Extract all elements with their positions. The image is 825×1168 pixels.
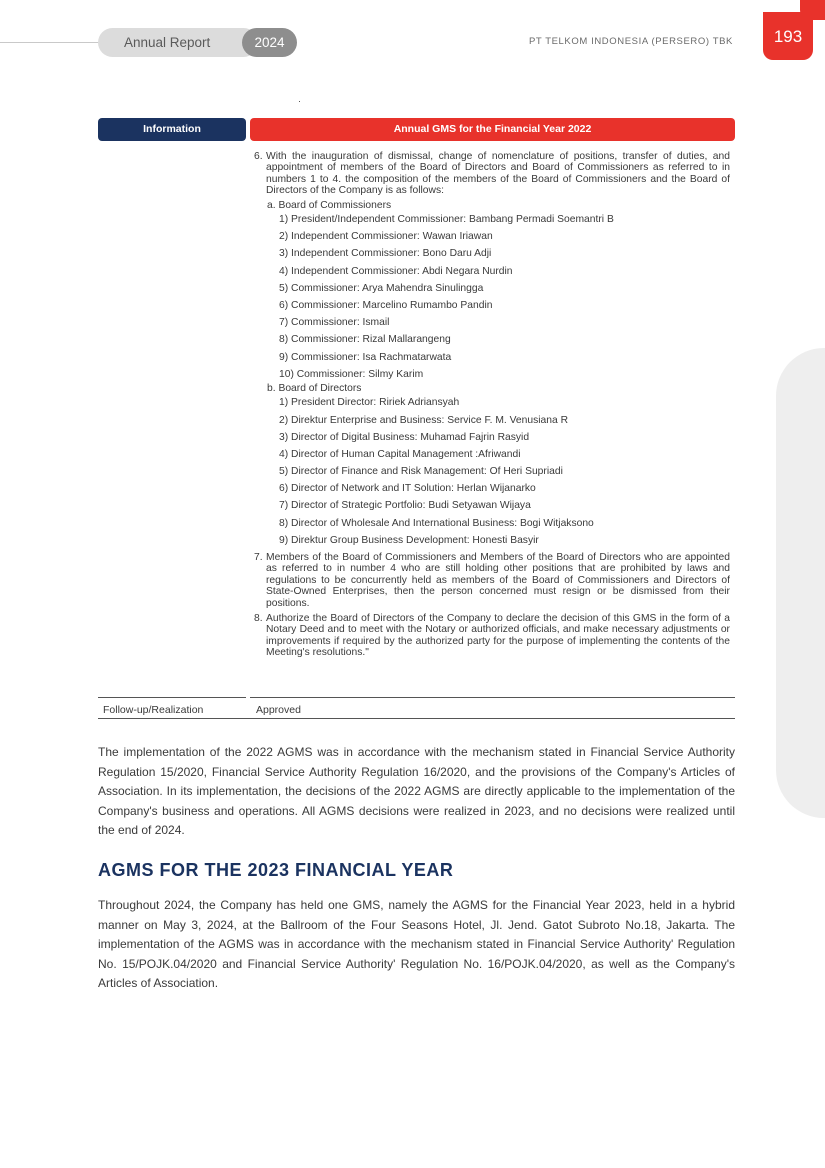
item-text: With the inauguration of dismissal, change of nomenclature of positions, transfer of duties, and appointment of members of the Board of Directors and Board of Commissioners as referred to in numbers 1 to 4. the composition of the members of the Board of Commissioners and the Board of Directors of the Company is as follows:	[266, 151, 730, 197]
table-bottom-rule	[98, 718, 735, 719]
company-name: PT TELKOM INDONESIA (PERSERO) TBK	[528, 36, 733, 47]
list-item: 5) Commissioner: Arya Mahendra Sinulingga	[279, 282, 484, 294]
list-item: 10) Commissioner: Silmy Karim	[279, 368, 424, 380]
list-item: 3) Independent Commissioner: Bono Daru Adji	[279, 248, 492, 260]
list-item: 7) Director of Strategic Portfolio: Budi Setyawan Wijaya	[279, 500, 531, 512]
page-number: 193	[763, 12, 813, 60]
item-number: 7.	[254, 552, 263, 563]
list-item: 6) Director of Network and IT Solution: Herlan Wijanarko	[279, 483, 536, 495]
list-item: 9) Direktur Group Business Development: Honesti Basyir	[279, 534, 539, 546]
table-divider	[98, 697, 246, 698]
header-rule	[0, 42, 110, 43]
directors-heading: b. Board of Directors	[267, 382, 362, 394]
item-text: Members of the Board of Commissioners and Members of the Board of Directors who are appointed as referred to in number 4 who are still holding other positions that are prohibited by laws and regulations to be concurrently held as members of the Board of Commissioners and Directors of State-Owned Enterprises, then the person concerned must resign or be dismissed from their positions.	[266, 552, 730, 609]
list-item: 7) Commissioner: Ismail	[279, 317, 390, 329]
item-number: 6.	[254, 151, 263, 162]
gms-resolution-cell	[254, 151, 730, 659]
year-pill: 2024	[242, 28, 297, 57]
stray-dot	[299, 101, 300, 102]
list-item: 2) Direktur Enterprise and Business: Service F. M. Venusiana R	[279, 414, 569, 426]
list-item: 4) Director of Human Capital Management :Afriwandi	[279, 448, 521, 460]
table-header-information: Information	[98, 118, 246, 141]
agms-2023-paragraph: Throughout 2024, the Company has held one GMS, namely the AGMS for the Financial Year 2023, held in a hybrid manner on May 3, 2024, at the Ballroom of the Four Seasons Hotel, Jl. Jend. Gatot Subroto No.18, Jakarta. The implementation of the AGMS was in accordance with the mechanism stated in Financial Service Authority' Regulation No. 15/POJK.04/2020 and Financial Service Authority' Regulation No. 16/POJK.04/2020, as well as the Company's Articles of Association.	[98, 898, 735, 990]
list-item: 4) Independent Commissioner: Abdi Negara Nurdin	[279, 265, 513, 277]
section-title: AGMS FOR THE 2023 FINANCIAL YEAR	[98, 860, 454, 880]
item-number: 8.	[254, 613, 263, 625]
list-item: 8) Commissioner: Rizal Mallarangeng	[279, 334, 451, 346]
followup-value: Approved	[256, 704, 301, 716]
annual-report-pill: Annual Report	[98, 28, 258, 57]
list-item: 8) Director of Wholesale And International Business: Bogi Witjaksono	[279, 517, 594, 529]
list-item: 1) President Director: Ririek Adriansyah	[279, 397, 460, 409]
list-item: 5) Director of Finance and Risk Management: Of Heri Supriadi	[279, 466, 563, 478]
followup-label: Follow-up/Realization	[103, 704, 204, 716]
resolution-item-6	[254, 151, 730, 197]
table-divider	[250, 697, 735, 698]
side-decoration	[776, 348, 825, 818]
list-item: 6) Commissioner: Marcelino Rumambo Pandin	[279, 299, 493, 311]
list-item: 1) President/Independent Commissioner: Bambang Permadi Soemantri B	[279, 214, 614, 226]
commissioners-heading: a. Board of Commissioners	[267, 199, 392, 211]
implementation-paragraph: The implementation of the 2022 AGMS was in accordance with the mechanism stated in Financial Service Authority Regulation 15/2020, Financial Service Authority Regulation 16/2020, and the provisions of the Company's Articles of Association. In its implementation, the decisions of the 2022 AGMS are directly applicable to the implementation of the Company's business and operations. All AGMS decisions were realized in 2023, and no decisions were realized until the end of 2024.	[98, 745, 735, 837]
list-item: 2) Independent Commissioner: Wawan Iriawan	[279, 231, 493, 243]
list-item: 9) Commissioner: Isa Rachmatarwata	[279, 351, 452, 363]
resolution-item-8	[254, 613, 730, 659]
item-text: Authorize the Board of Directors of the Company to declare the decision of this GMS in the form of a Notary Deed and to meet with the Notary or authorized officials, and make necessary adjustments or improvements if required by the authorized party for the purpose of implementing the contents of the Meeting's resolutions."	[266, 613, 730, 659]
table-header-gms: Annual GMS for the Financial Year 2022	[250, 118, 735, 141]
list-item: 3) Director of Digital Business: Muhamad Fajrin Rasyid	[279, 431, 530, 443]
resolution-item-7	[254, 552, 730, 609]
